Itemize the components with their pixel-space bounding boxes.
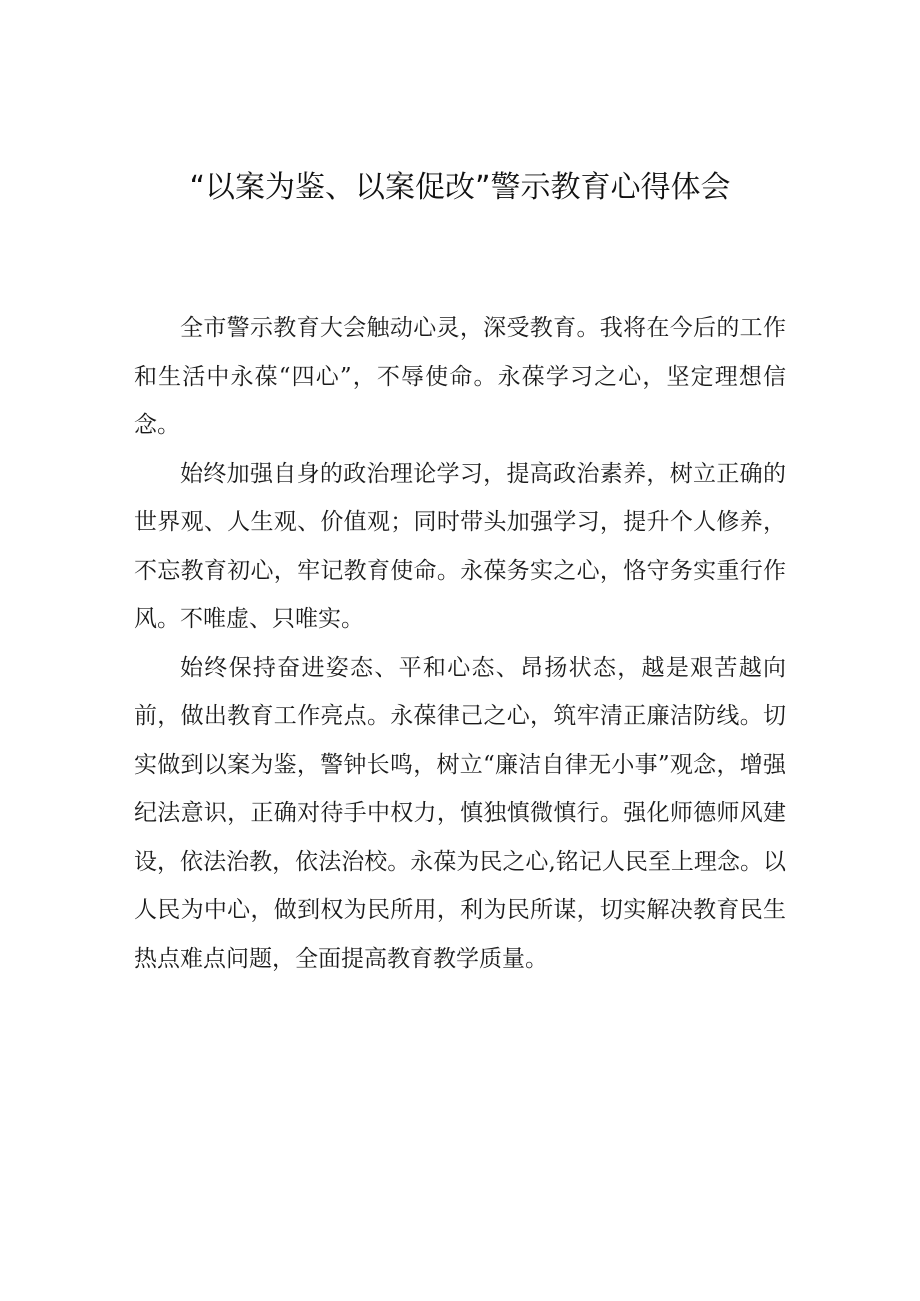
paragraph-2: 始终加强自身的政治理论学习，提高政治素养，树立正确的世界观、人生观、价值观；同时带头加强学习，提升个人修养，不忘教育初心，牢记教育使命。永葆务实之心，恪守务实重行作风。不唯虚、只唯实。 bbox=[134, 460, 786, 632]
document-title: “以案为鉴、以案促改”警示教育心得体会 bbox=[189, 170, 731, 205]
paragraph-1: 全市警示教育大会触动心灵，深受教育。我将在今后的工作和生活中永葆“四心”，不辱使命。永葆学习之心，坚定理想信念。 bbox=[134, 315, 786, 438]
paragraph-3: 始终保持奋进姿态、平和心态、昂扬状态，越是艰苦越向前，做出教育工作亮点。永葆律己之心，筑牢清正廉洁防线。切实做到以案为鉴，警钟长鸣，树立“廉洁自律无小事”观念，增强纪法意识，正确对待手中权力，慎独慎微慎行。强化师德师风建设，依法治教，依法治校。永葆为民之心,铭记人民至上理念。以人民为中心，做到权为民所用，利为民所谋，切实解决教育民生热点难点问题，全面提高教育教学质量。 bbox=[134, 654, 786, 972]
document-body bbox=[134, 304, 786, 983]
